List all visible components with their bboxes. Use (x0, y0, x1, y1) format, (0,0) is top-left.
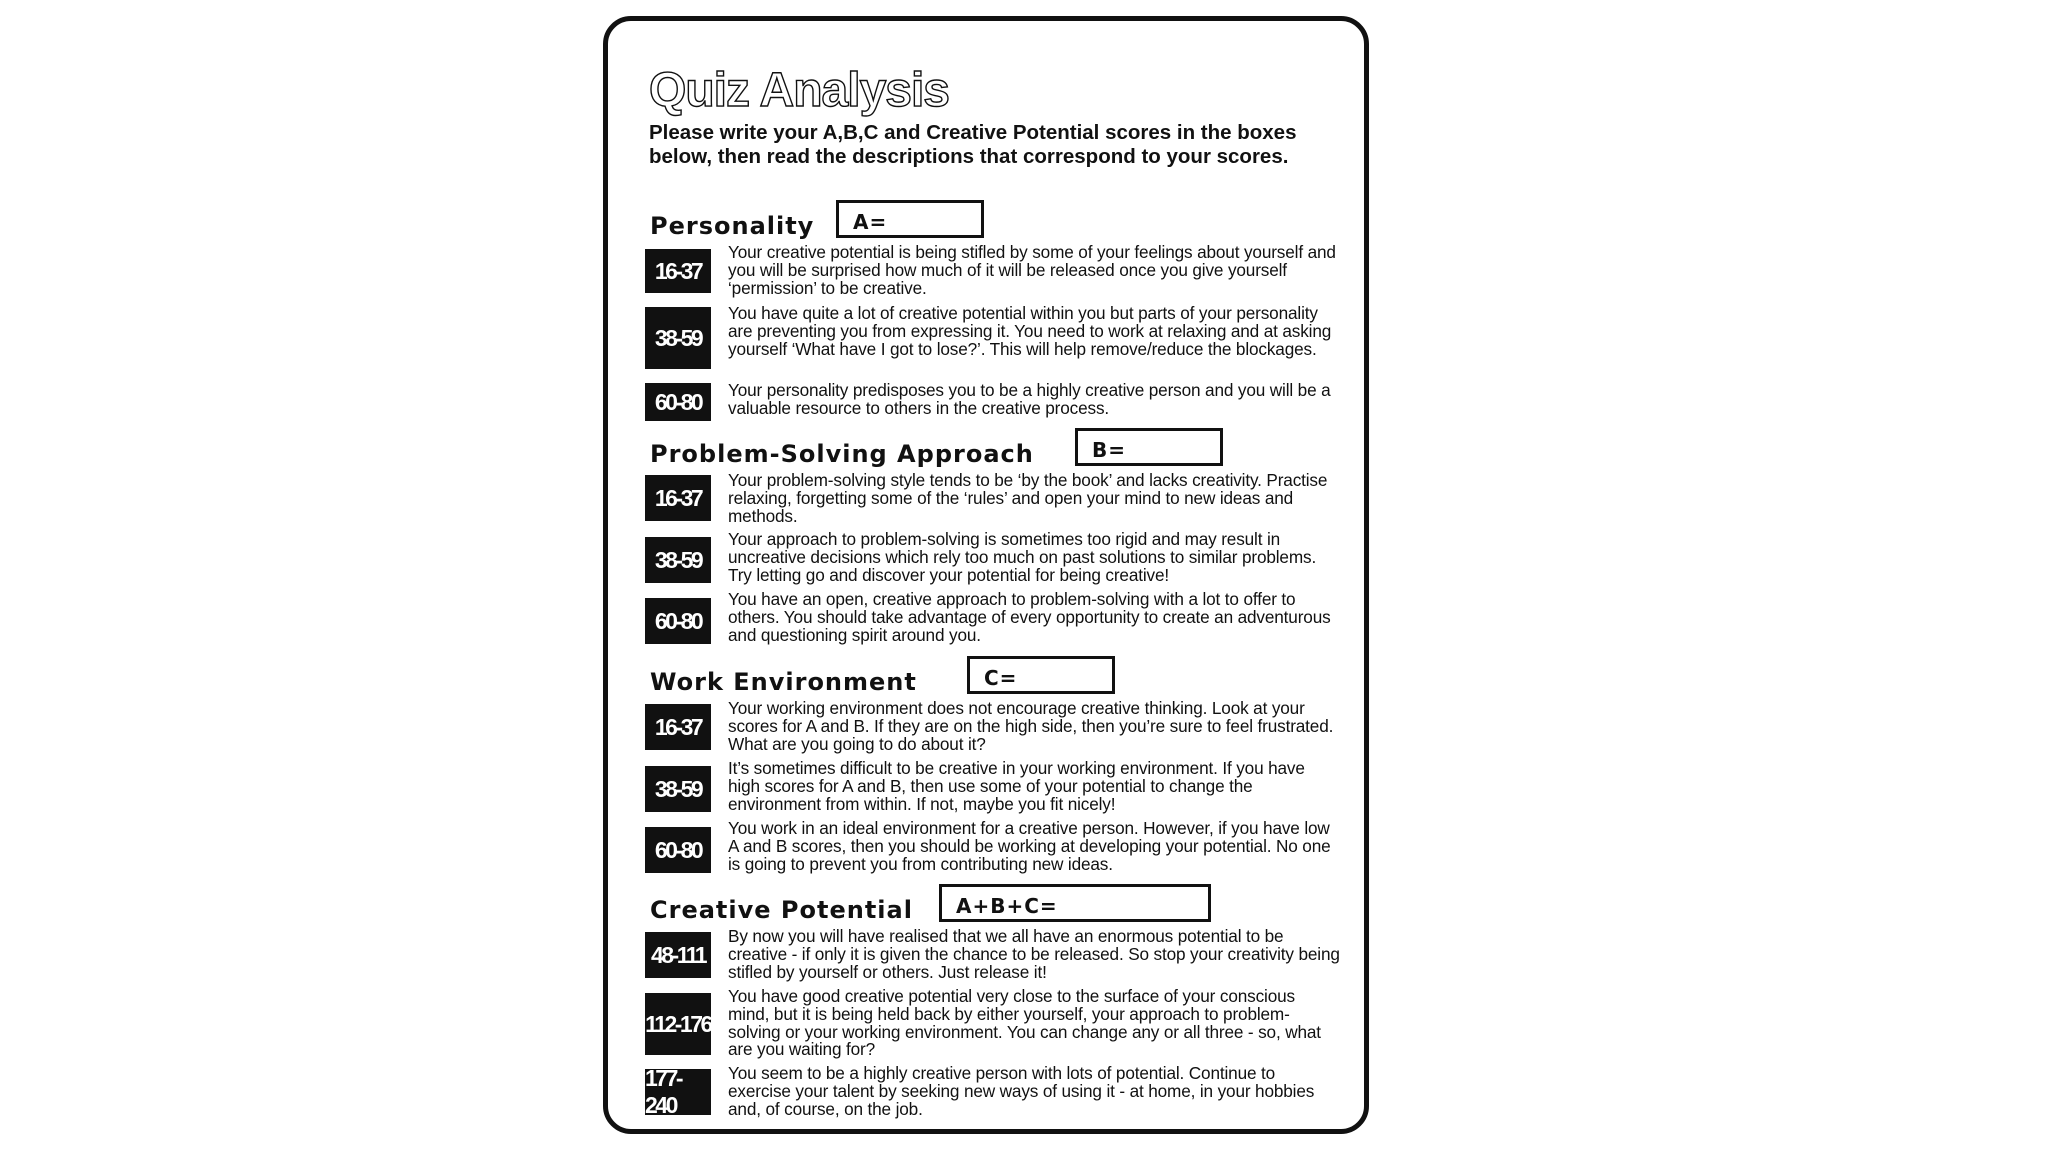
score-description: Your personality predisposes you to be a highly creative person and you will be a valuable resource to others in the creative process. (728, 380, 1331, 418)
score-range-badge: 38-59 (645, 766, 711, 812)
section-work-environment (645, 656, 1345, 874)
score-description: By now you will have realised that we all have an enormous potential to be creative - if only it is given the chance to be released. So stop your creativity being stifled by yourself or others. Just release it! (728, 926, 1340, 982)
score-range-badge: 60-80 (645, 827, 711, 873)
score-box-c[interactable]: C= (967, 656, 1115, 694)
section-title: Problem-Solving Approach (650, 440, 1034, 468)
score-range-badge: 60-80 (645, 598, 711, 644)
score-description: Your problem-solving style tends to be ‘by the book’ and lacks creativity. Practise relaxing, forgetting some of the ‘rules’ and open your mind to new ideas and methods. (728, 470, 1328, 526)
score-description: It’s sometimes difficult to be creative in your working environment. If you have high scores for A and B, then use some of your potential to change the environment from within. If not, maybe you fit nicely! (728, 758, 1305, 814)
score-box-b[interactable]: B= (1075, 428, 1223, 466)
score-box-total[interactable]: A+B+C= (939, 884, 1211, 922)
score-range-badge: 112-176 (645, 993, 711, 1055)
section-personality (645, 200, 1345, 418)
score-description: You seem to be a highly creative person with lots of potential. Continue to exercise your talent by seeking new ways of using it - at home, in your hobbies and, of course, on the job. (728, 1063, 1315, 1119)
score-range-badge: 48-111 (645, 932, 711, 978)
section-title: Creative Potential (650, 896, 913, 924)
section-title: Work Environment (650, 668, 917, 696)
score-description: Your approach to problem-solving is sometimes too rigid and may result in uncreative decisions which rely too much on past solutions to similar problems. Try letting go and discover your potential for being creative! (728, 529, 1317, 585)
quiz-analysis-card (603, 16, 1369, 1134)
score-range-badge: 60-80 (645, 383, 711, 421)
section-header (645, 428, 1345, 468)
score-description: You have good creative potential very close to the surface of your conscious mind, but it is being held back by either yourself, your approach to problem-solving or your working environment. You can change any or all three - so, what are you waiting for? (728, 986, 1321, 1060)
section-header (645, 200, 1345, 240)
score-range-badge: 177-240 (645, 1069, 711, 1115)
section-problem-solving (645, 428, 1345, 645)
score-range-badge: 16-37 (645, 704, 711, 750)
page-title: Quiz Analysis (649, 64, 949, 117)
score-range-badge: 38-59 (645, 537, 711, 583)
score-range-badge: 16-37 (645, 475, 711, 521)
score-box-a[interactable]: A= (836, 200, 984, 238)
score-description: You work in an ideal environment for a creative person. However, if you have low A and B scores, then you should be working at developing your potential. No one is going to prevent you from contributing new ideas. (728, 818, 1331, 874)
section-title: Personality (650, 212, 815, 240)
section-header (645, 884, 1345, 924)
score-range-badge: 38-59 (645, 307, 711, 369)
section-header (645, 656, 1345, 696)
score-description: You have an open, creative approach to problem-solving with a lot to offer to others. You should take advantage of every opportunity to create an adventurous and questioning spirit around you. (728, 589, 1331, 645)
instructions: Please write your A,B,C and Creative Potential scores in the boxes below, then read the descriptions that correspond to your scores. (649, 121, 1297, 168)
score-description: You have quite a lot of creative potential within you but parts of your personality are preventing you from expressing it. You need to work at relaxing and at asking yourself ‘What have I got to lose?’. This will help remove/reduce the blockages. (728, 303, 1332, 359)
score-description: Your creative potential is being stifled by some of your feelings about yourself and you will be surprised how much of it will be released once you give yourself ‘permission’ to be creative. (728, 242, 1336, 298)
score-range-badge: 16-37 (645, 249, 711, 293)
score-description: Your working environment does not encourage creative thinking. Look at your scores for A and B. If they are on the high side, then you’re sure to feel frustrated. What are you going to do about it? (728, 698, 1334, 754)
section-creative-potential (645, 884, 1345, 1119)
